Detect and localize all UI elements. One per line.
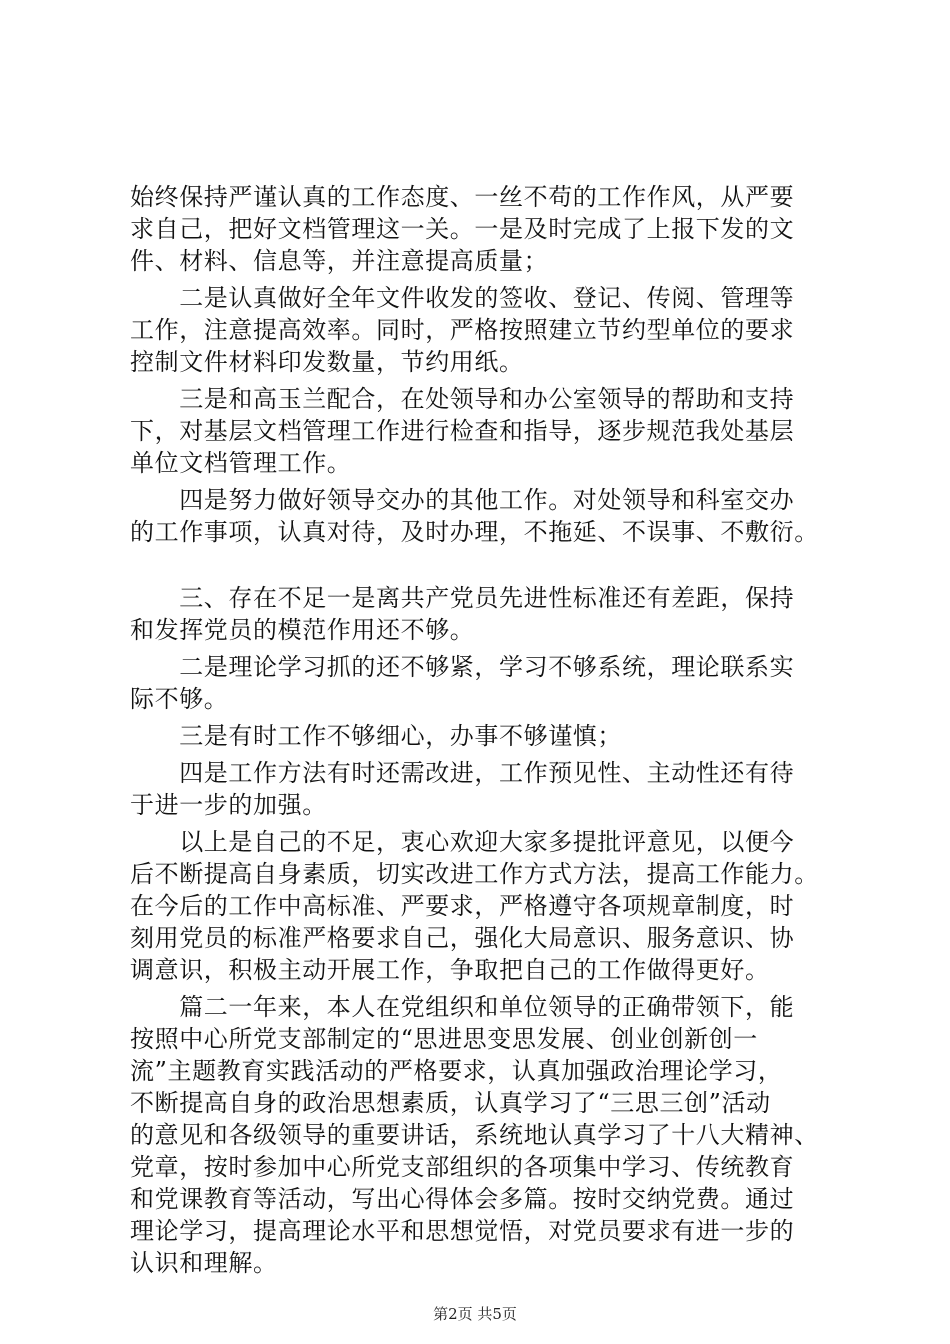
page-number-footer: 第2页 共5页 xyxy=(433,1305,517,1323)
body-text-line: 理论学习，提高理论水平和思想觉悟，对党员要求有进一步的 xyxy=(130,1217,795,1245)
body-text-line: 的工作事项，认真对待，及时办理，不拖延、不误事、不敷衍。 xyxy=(130,518,819,546)
body-text-line: 以上是自己的不足，衷心欢迎大家多提批评意见，以便今 xyxy=(130,828,795,856)
body-text-line: 和党课教育等活动，写出心得体会多篇。按时交纳党费。通过 xyxy=(130,1185,795,1213)
body-text-line: 篇二一年来，本人在党组织和单位领导的正确带领下，能 xyxy=(130,993,795,1021)
body-text-line: 三是有时工作不够细心，办事不够谨慎； xyxy=(130,722,622,750)
body-text-line: 三、存在不足一是离共产党员先进性标准还有差距，保持 xyxy=(130,584,795,612)
body-text-line: 于进一步的加强。 xyxy=(130,791,327,819)
body-text-line: 单位文档管理工作。 xyxy=(130,449,352,477)
body-text-line: 党章，按时参加中心所党支部组织的各项集中学习、传统教育 xyxy=(130,1153,795,1181)
body-text-line: 控制文件材料印发数量，节约用纸。 xyxy=(130,348,524,376)
body-text-line: 二是认真做好全年文件收发的签收、登记、传阅、管理等 xyxy=(130,284,795,312)
body-text-line: 和发挥党员的模范作用还不够。 xyxy=(130,616,475,644)
body-text-line: 求自己，把好文档管理这一关。一是及时完成了上报下发的文 xyxy=(130,215,795,243)
body-text-line: 二是理论学习抓的还不够紧，学习不够系统，理论联系实 xyxy=(130,653,795,681)
body-text-line: 不断提高自身的政治思想素质，认真学习了“三思三创”活动 xyxy=(130,1089,771,1117)
body-text-line: 下，对基层文档管理工作进行检查和指导，逐步规范我处基层 xyxy=(130,417,795,445)
body-text-line: 后不断提高自身素质，切实改进工作方式方法，提高工作能力。 xyxy=(130,860,819,888)
body-text-line: 工作，注意提高效率。同时，严格按照建立节约型单位的要求 xyxy=(130,316,795,344)
body-text-line: 始终保持严谨认真的工作态度、一丝不苟的工作作风，从严要 xyxy=(130,183,795,211)
body-text-line: 的意见和各级领导的重要讲话，系统地认真学习了十八大精神、 xyxy=(130,1121,819,1149)
body-text-line: 认识和理解。 xyxy=(130,1249,278,1277)
body-text-line: 件、材料、信息等，并注意提高质量； xyxy=(130,247,549,275)
body-text-line: 流”主题教育实践活动的严格要求，认真加强政治理论学习， xyxy=(130,1057,783,1085)
body-text-line: 四是工作方法有时还需改进，工作预见性、主动性还有待 xyxy=(130,759,795,787)
body-text-line: 四是努力做好领导交办的其他工作。对处领导和科室交办 xyxy=(130,486,795,514)
body-text-line: 三是和高玉兰配合，在处领导和办公室领导的帮助和支持 xyxy=(130,385,795,413)
body-text-line: 在今后的工作中高标准、严要求，严格遵守各项规章制度，时 xyxy=(130,892,795,920)
body-text-line: 按照中心所党支部制定的“思进思变思发展、创业创新创一 xyxy=(130,1025,758,1053)
body-text-line: 刻用党员的标准严格要求自己，强化大局意识、服务意识、协 xyxy=(130,924,795,952)
body-text-line: 际不够。 xyxy=(130,685,229,713)
body-text-line: 调意识，积极主动开展工作，争取把自己的工作做得更好。 xyxy=(130,956,770,984)
